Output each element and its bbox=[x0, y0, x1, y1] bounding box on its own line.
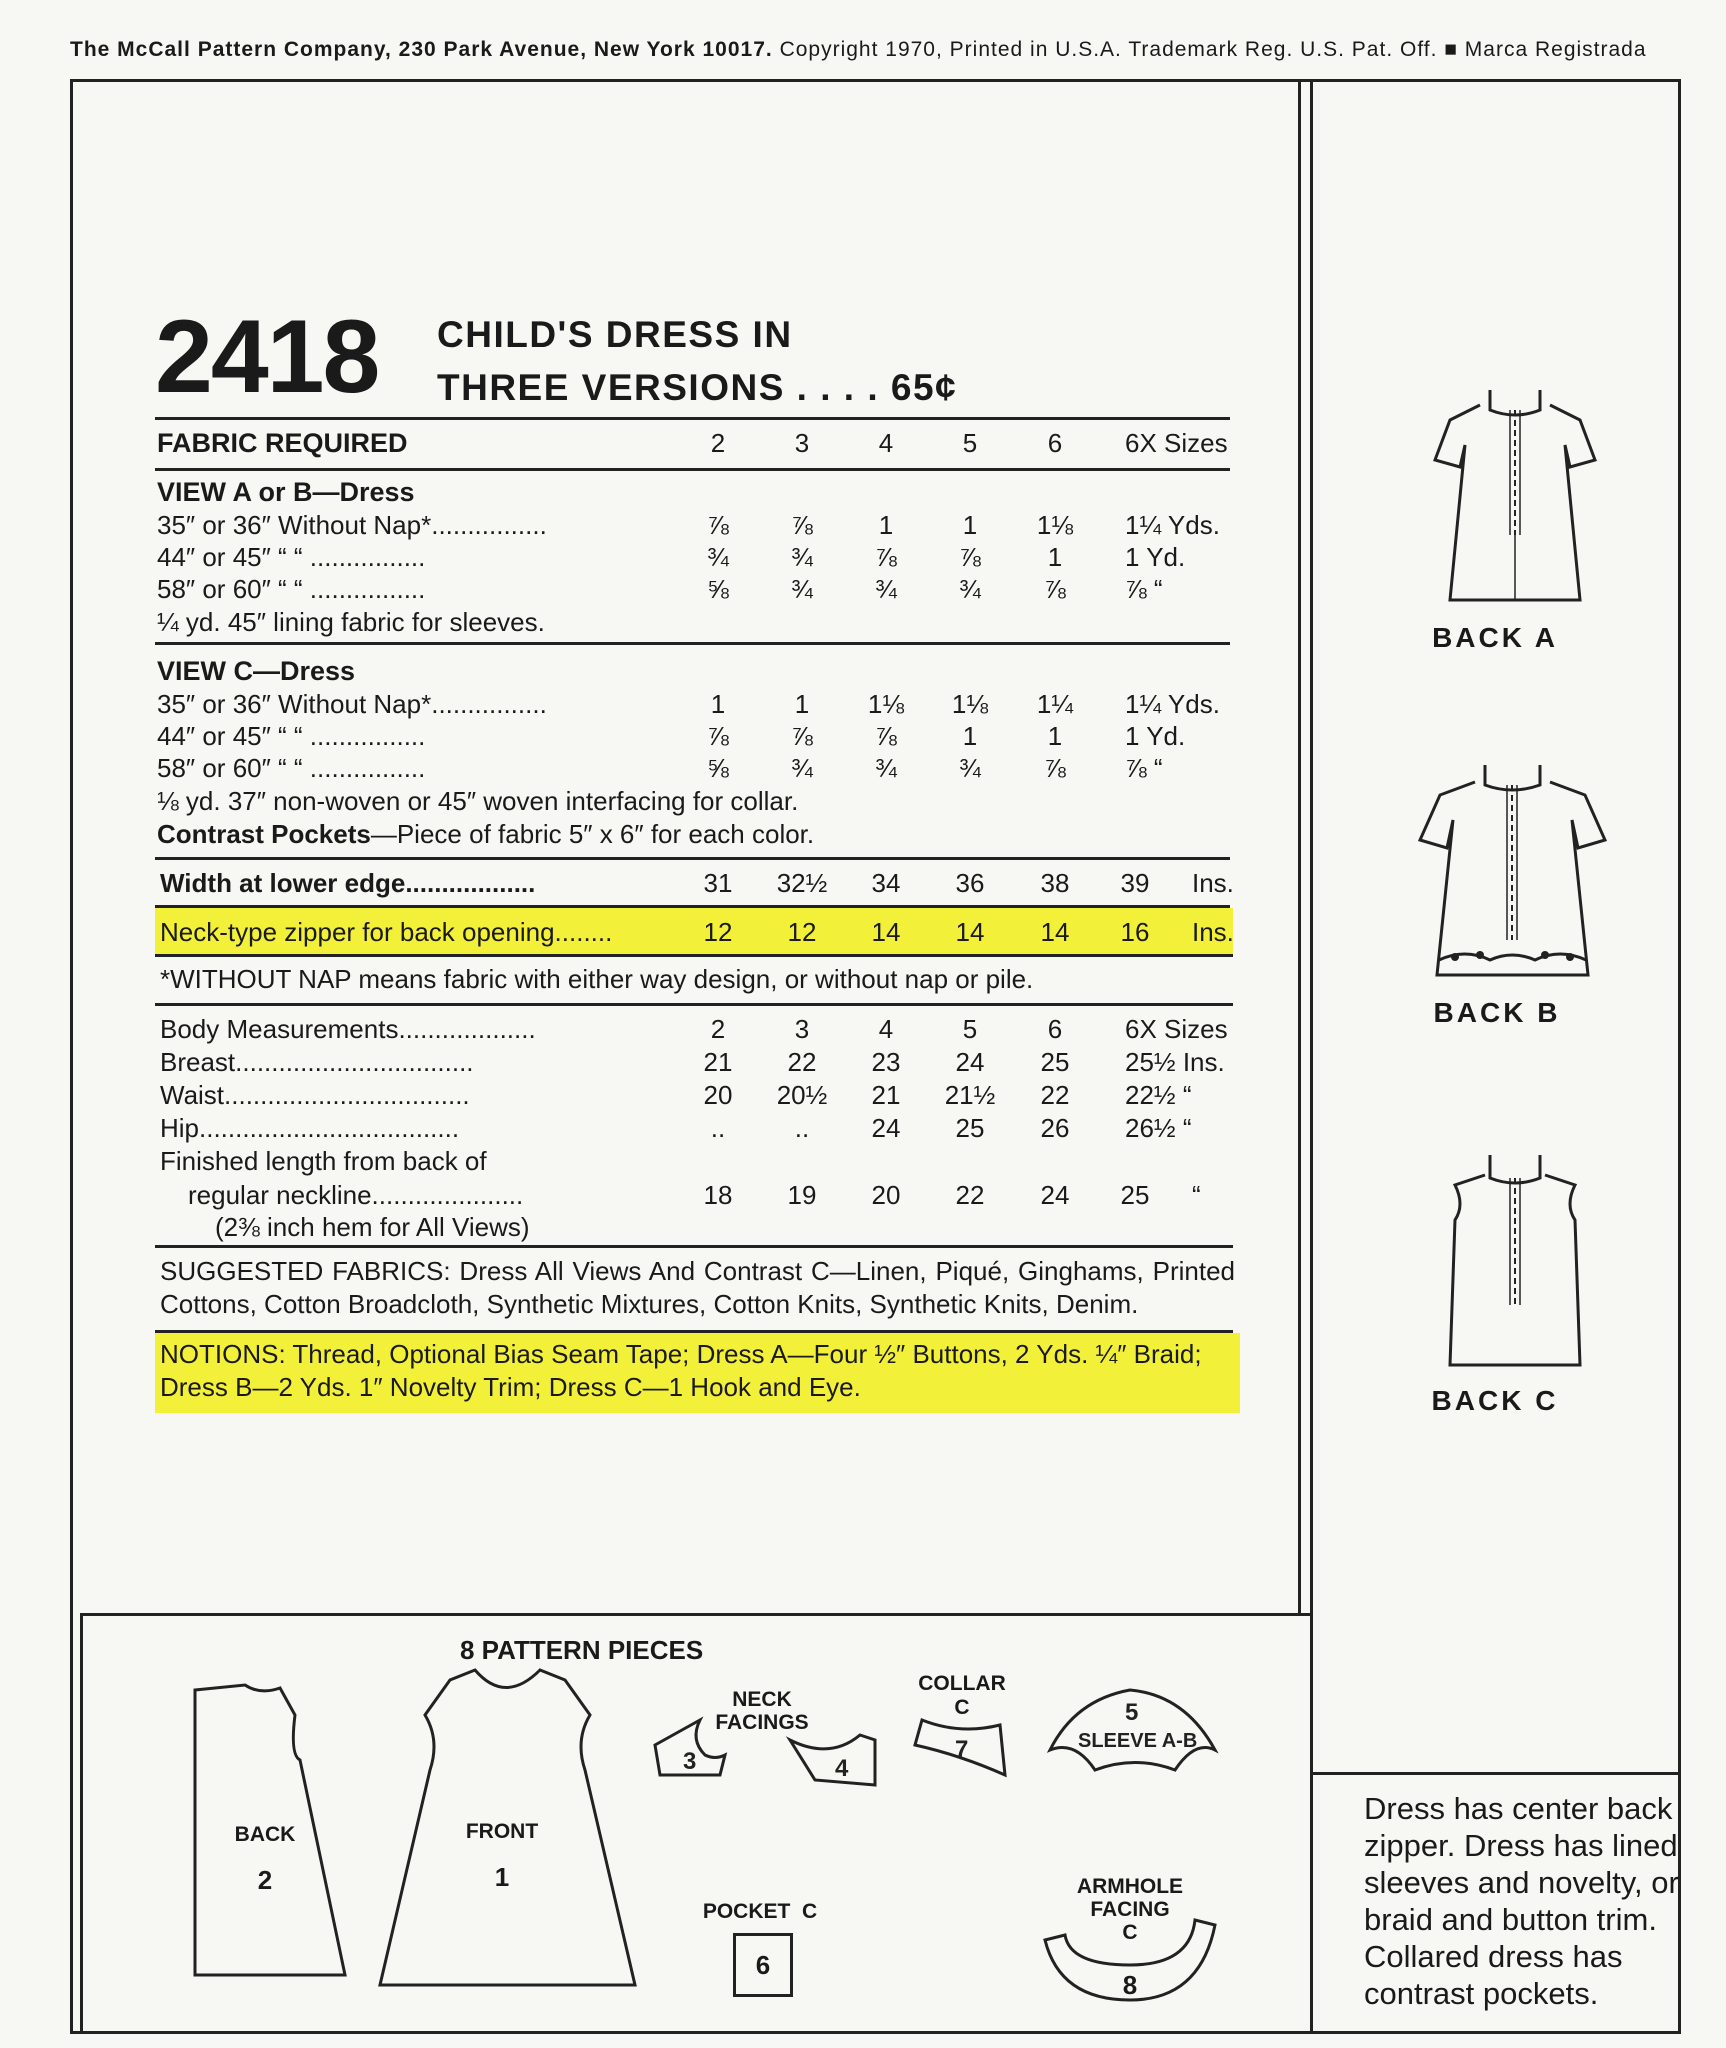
body-rows-cell: 25½ Ins. bbox=[1125, 1047, 1225, 1077]
view-c-rows-cell: ¾ bbox=[959, 753, 981, 783]
piece-neck-facing-4 bbox=[785, 1730, 885, 1790]
size-header-cell: 2 bbox=[710, 428, 726, 458]
finished-row-cell: 18 bbox=[703, 1180, 733, 1210]
suggested-fabrics: SUGGESTED FABRICS: Dress All Views And Contrast C—Linen, Piqué, Ginghams, Printed Cottons, Cotton Broadcloth, Synthetic Mixtures, Cotton Knits, Synthetic Knits, Denim. bbox=[160, 1256, 1235, 1319]
neck-label-1: NECK bbox=[732, 1688, 792, 1711]
view-c-rows-cell: ⅞ bbox=[1044, 753, 1066, 783]
fabric-top-rule bbox=[155, 417, 1230, 420]
collar-num: 7 bbox=[955, 1736, 969, 1763]
width-label: Width at lower edge.................. bbox=[160, 868, 536, 898]
fabric-heading: FABRIC REQUIRED bbox=[157, 428, 408, 458]
body-rule bbox=[155, 1245, 1233, 1248]
zipper-row-cell: 16 bbox=[1120, 917, 1150, 947]
body-rows-cell: 25 bbox=[1040, 1047, 1070, 1077]
body-heading-cell: 2 bbox=[710, 1014, 726, 1044]
size-header-cell: 6 bbox=[1047, 428, 1063, 458]
view-c-rows-cell: ⅞ “ bbox=[1125, 753, 1163, 783]
pocket-label: POCKET C bbox=[702, 1900, 818, 1923]
width-row-cell: 39 bbox=[1120, 868, 1150, 898]
zipper-row-cell: 14 bbox=[955, 917, 985, 947]
view-c-rows-cell: 1⅛ bbox=[951, 689, 989, 719]
view-c-rows-cell: ¾ bbox=[875, 753, 897, 783]
view-c-rows-cell: 1 bbox=[794, 689, 810, 719]
size-header-cell: 4 bbox=[878, 428, 894, 458]
main-bottom-rule bbox=[80, 1613, 1311, 1616]
size-header-cell: 3 bbox=[794, 428, 810, 458]
width-row-cell: 32½ bbox=[776, 868, 828, 898]
nap-rule bbox=[155, 1003, 1233, 1006]
view-ab-heading: VIEW A or B—Dress bbox=[157, 477, 415, 507]
view-c-row-label: 44″ or 45″ “ “ ................ bbox=[157, 721, 426, 751]
collar-label-1: COLLAR bbox=[918, 1672, 1006, 1695]
width-row-cell: 38 bbox=[1040, 868, 1070, 898]
width-row-cell: 36 bbox=[955, 868, 985, 898]
body-row-label: Hip.................................... bbox=[160, 1113, 460, 1143]
body-rows-cell: 20 bbox=[703, 1080, 733, 1110]
hem-note: (2⅜ inch hem for All Views) bbox=[215, 1212, 530, 1242]
neck-num-b: 4 bbox=[835, 1755, 849, 1782]
finished-row-cell: 24 bbox=[1040, 1180, 1070, 1210]
publisher-copyright: Copyright 1970, Printed in U.S.A. Trademark Reg. U.S. Pat. Off. ■ Marca Registrada bbox=[779, 38, 1647, 61]
zipper-label: Neck-type zipper for back opening........ bbox=[160, 917, 613, 947]
view-ab-rows-cell: ¾ bbox=[791, 542, 813, 572]
notions-line-1: NOTIONS: Thread, Optional Bias Seam Tape; Dress A—Four ½″ Buttons, 2 Yds. ¼″ Braid; bbox=[160, 1339, 1202, 1369]
pieces-heading: 8 PATTERN PIECES bbox=[460, 1635, 704, 1665]
view-c-rows-cell: ⅞ bbox=[791, 721, 813, 751]
view-ab-rows-cell: ⅞ bbox=[791, 510, 813, 540]
body-heading-cell: 6X Sizes bbox=[1125, 1014, 1228, 1044]
sleeve-num: 5 bbox=[1125, 1699, 1139, 1726]
view-c-rows-cell: 1 Yd. bbox=[1125, 721, 1186, 751]
finished-row-cell: “ bbox=[1192, 1180, 1201, 1210]
body-rows-cell: 24 bbox=[955, 1047, 985, 1077]
view-c-heading: VIEW C—Dress bbox=[157, 656, 356, 686]
body-rows-cell: 25 bbox=[955, 1113, 985, 1143]
finished-label-2: regular neckline..................... bbox=[188, 1180, 524, 1210]
back-c-illustration bbox=[1430, 1150, 1600, 1375]
contrast-pockets bbox=[157, 818, 814, 850]
view-ab-rows-cell: ¾ bbox=[707, 542, 729, 572]
finished-row-cell: 22 bbox=[955, 1180, 985, 1210]
body-rows-cell: 22 bbox=[787, 1047, 817, 1077]
size-header-cell: 6X Sizes bbox=[1125, 428, 1228, 458]
view-c-rows-cell: ⅞ bbox=[875, 721, 897, 751]
view-ab-row-label: 35″ or 36″ Without Nap*................ bbox=[157, 510, 547, 540]
body-heading-cell: 4 bbox=[878, 1014, 894, 1044]
finished-row-cell: 19 bbox=[787, 1180, 817, 1210]
piece-back-label: BACK bbox=[234, 1823, 296, 1846]
collar-label-2: C bbox=[954, 1696, 970, 1719]
body-rows-cell: .. bbox=[794, 1113, 810, 1143]
view-ab-rows-cell: ⅞ bbox=[959, 542, 981, 572]
body-row-label: Waist.................................. bbox=[160, 1080, 470, 1110]
view-ab-rows-cell: 1 bbox=[878, 510, 894, 540]
view-ab-rows-cell: ¾ bbox=[959, 574, 981, 604]
side-divider bbox=[1298, 79, 1301, 1613]
view-c-rows-cell: ¾ bbox=[791, 753, 813, 783]
view-ab-rows-cell: ¾ bbox=[875, 574, 897, 604]
view-c-rows-cell: 1 bbox=[962, 721, 978, 751]
pocket-num: 6 bbox=[755, 1950, 771, 1980]
armhole-label-3: C bbox=[1122, 1921, 1138, 1944]
body-rows-cell: 26 bbox=[1040, 1113, 1070, 1143]
body-row-label: Breast................................. bbox=[160, 1047, 474, 1077]
view-c-rule bbox=[155, 857, 1230, 860]
back-a-label: BACK A bbox=[1432, 622, 1558, 653]
zipper-row-cell: 14 bbox=[1040, 917, 1070, 947]
view-ab-rows-cell: 1 bbox=[1047, 542, 1063, 572]
view-c-rows-cell: 1¼ bbox=[1036, 689, 1074, 719]
view-ab-rows-cell: 1⅛ bbox=[1036, 510, 1074, 540]
without-nap-note: *WITHOUT NAP means fabric with either way design, or without nap or pile. bbox=[160, 964, 1034, 994]
body-rows-cell: 22½ “ bbox=[1125, 1080, 1192, 1110]
width-row-cell: Ins. bbox=[1192, 868, 1234, 898]
zipper-row-cell: 12 bbox=[787, 917, 817, 947]
body-rows-cell: 22 bbox=[1040, 1080, 1070, 1110]
view-ab-rows-cell: 1 Yd. bbox=[1125, 542, 1186, 572]
view-c-rows-cell: 1¼ Yds. bbox=[1125, 689, 1220, 719]
finished-label-1: Finished length from back of bbox=[160, 1146, 487, 1176]
neck-num-a: 3 bbox=[683, 1748, 697, 1775]
back-b-label: BACK B bbox=[1433, 997, 1561, 1028]
zipper-row-cell: Ins. bbox=[1192, 917, 1234, 947]
width-row-cell: 31 bbox=[703, 868, 733, 898]
pattern-title-line-2: THREE VERSIONS . . . . 65¢ bbox=[437, 367, 958, 408]
body-rows-cell: 26½ “ bbox=[1125, 1113, 1192, 1143]
piece-neck-facing-3 bbox=[650, 1715, 730, 1785]
notions-line-2: Dress B—2 Yds. 1″ Novelty Trim; Dress C—1 Hook and Eye. bbox=[160, 1372, 861, 1402]
view-c-rows-cell: 1⅛ bbox=[867, 689, 905, 719]
pieces-left-rule bbox=[80, 1613, 83, 2034]
view-ab-rows-cell: 1 bbox=[962, 510, 978, 540]
size-header-cell: 5 bbox=[962, 428, 978, 458]
contrast-pockets-label: Contrast Pockets bbox=[157, 819, 371, 849]
view-ab-rows-cell: 1¼ Yds. bbox=[1125, 510, 1220, 540]
pattern-description: Dress has center back zipper. Dress has lined sleeves and novelty, or braid and button trim. Collared dress has contrast pockets. bbox=[1364, 1791, 1679, 2011]
view-ab-rows-cell: ⅞ bbox=[875, 542, 897, 572]
back-c-label: BACK C bbox=[1431, 1385, 1559, 1416]
zipper-rule bbox=[155, 954, 1233, 957]
right-panel-left-rule bbox=[1310, 79, 1313, 2034]
body-rows-cell: .. bbox=[710, 1113, 726, 1143]
piece-collar-shape bbox=[910, 1715, 1010, 1780]
armhole-label-1: ARMHOLE bbox=[1076, 1875, 1184, 1898]
description-top-rule bbox=[1310, 1772, 1681, 1775]
view-ab-note: ¼ yd. 45″ lining fabric for sleeves. bbox=[157, 607, 545, 637]
body-heading-cell: 6 bbox=[1047, 1014, 1063, 1044]
back-b-illustration bbox=[1405, 760, 1620, 985]
view-ab-row-label: 44″ or 45″ “ “ ................ bbox=[157, 542, 426, 572]
view-ab-rows-cell: ⅞ “ bbox=[1125, 574, 1163, 604]
body-rows-cell: 24 bbox=[871, 1113, 901, 1143]
finished-row-cell: 25 bbox=[1120, 1180, 1150, 1210]
view-ab-rows-cell: ¾ bbox=[791, 574, 813, 604]
view-c-rows-cell: 1 bbox=[1047, 721, 1063, 751]
body-rows-cell: 21½ bbox=[944, 1080, 996, 1110]
view-ab-rows-cell: ⅝ bbox=[707, 574, 729, 604]
view-ab-rows-cell: ⅞ bbox=[707, 510, 729, 540]
view-c-row-label: 35″ or 36″ Without Nap*................ bbox=[157, 689, 547, 719]
contrast-pockets-text: —Piece of fabric 5″ x 6″ for each color. bbox=[370, 819, 815, 849]
body-rows-cell: 20½ bbox=[776, 1080, 828, 1110]
width-row-cell: 34 bbox=[871, 868, 901, 898]
armhole-label-2: FACING bbox=[1090, 1898, 1170, 1921]
zipper-row-cell: 12 bbox=[703, 917, 733, 947]
back-a-illustration bbox=[1420, 385, 1610, 610]
piece-front-num: 1 bbox=[494, 1862, 510, 1892]
body-rows-cell: 23 bbox=[871, 1047, 901, 1077]
armhole-num: 8 bbox=[1122, 1970, 1138, 2000]
view-c-note: ⅛ yd. 37″ non-woven or 45″ woven interfacing for collar. bbox=[157, 786, 799, 816]
zipper-row-cell: 14 bbox=[871, 917, 901, 947]
piece-sleeve-shape bbox=[1045, 1685, 1220, 1775]
pattern-title bbox=[437, 308, 957, 414]
body-heading-cell: 5 bbox=[962, 1014, 978, 1044]
fabric-heading-rule bbox=[155, 468, 1230, 471]
publisher-header bbox=[70, 38, 1647, 62]
view-c-row-label: 58″ or 60″ “ “ ................ bbox=[157, 753, 426, 783]
view-c-rows-cell: 1 bbox=[710, 689, 726, 719]
body-rows-cell: 21 bbox=[703, 1047, 733, 1077]
neck-label-2: FACINGS bbox=[715, 1711, 809, 1734]
body-heading-label: Body Measurements................... bbox=[160, 1014, 536, 1044]
body-rows-cell: 21 bbox=[871, 1080, 901, 1110]
publisher-company: The McCall Pattern Company, 230 Park Avenue, New York 10017. bbox=[70, 38, 773, 61]
view-ab-rows-cell: ⅞ bbox=[1044, 574, 1066, 604]
sleeve-label: SLEEVE A-B bbox=[1078, 1730, 1198, 1752]
view-c-rows-cell: ⅞ bbox=[707, 721, 729, 751]
finished-row-cell: 20 bbox=[871, 1180, 901, 1210]
view-c-rows-cell: ⅝ bbox=[707, 753, 729, 783]
body-heading-cell: 3 bbox=[794, 1014, 810, 1044]
piece-front-label: FRONT bbox=[465, 1820, 539, 1843]
pattern-number: 2418 bbox=[155, 299, 379, 415]
view-ab-rule bbox=[155, 642, 1230, 645]
piece-back-num: 2 bbox=[257, 1865, 273, 1895]
pattern-title-line-1: CHILD'S DRESS IN bbox=[437, 314, 793, 355]
view-ab-row-label: 58″ or 60″ “ “ ................ bbox=[157, 574, 426, 604]
